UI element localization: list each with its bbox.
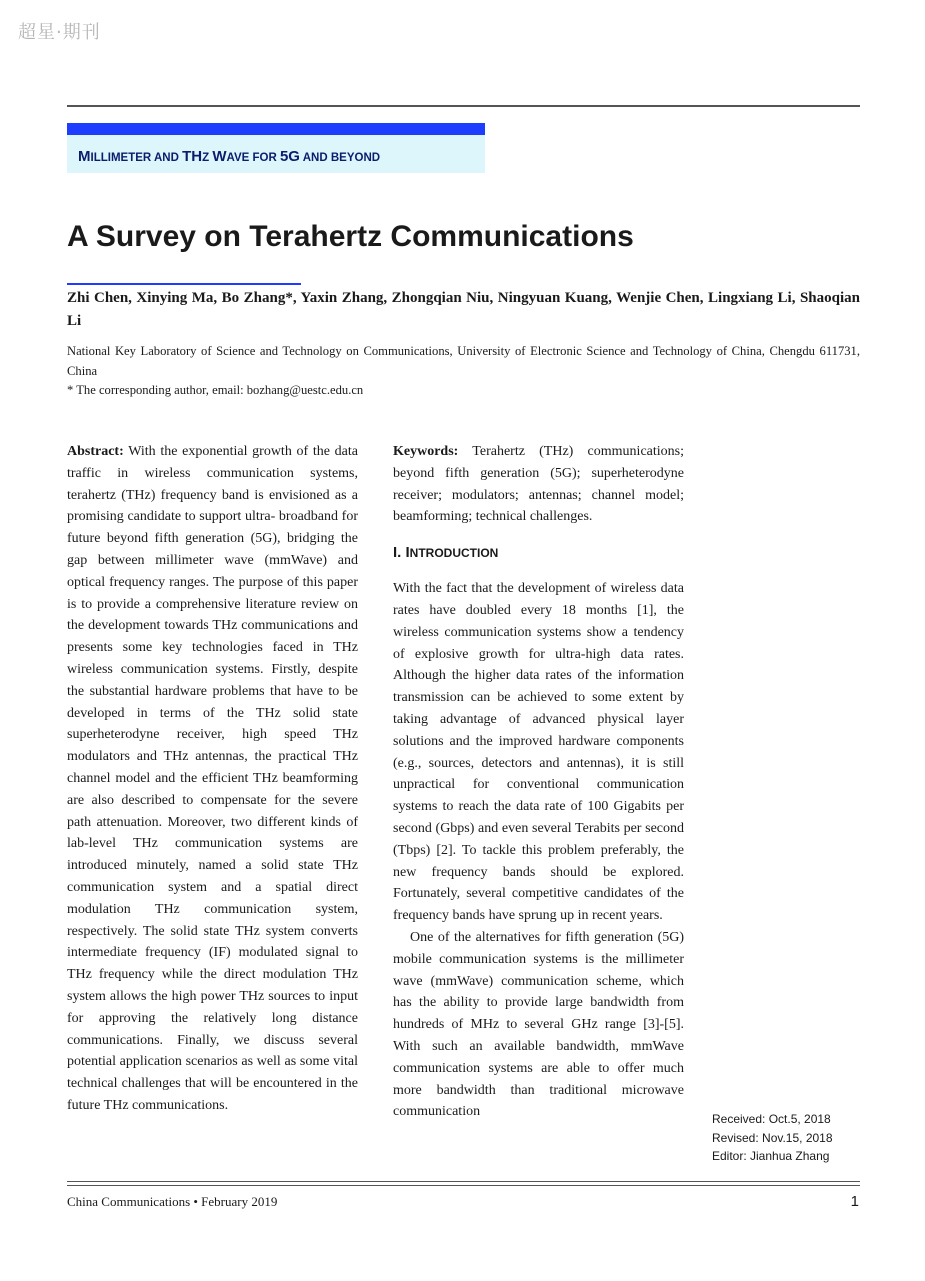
section-heading-introduction [393, 542, 684, 564]
section-label-part: Z [202, 152, 213, 164]
paper-title: A Survey on Terahertz Communications [67, 220, 634, 253]
heading-rest: NTRODUCTION [409, 546, 499, 561]
affiliation: National Key Laboratory of Science and Technology on Communications, University of Electronic Science and Technology of China, Chengdu 611731, China [67, 344, 860, 378]
page-number: 1 [850, 1193, 859, 1210]
section-band [67, 123, 485, 173]
received-date: Received: Oct.5, 2018 [712, 1112, 831, 1126]
intro-paragraph-2: One of the alternatives for fifth generation (5G) mobile communication systems is the millimeter wave (mmWave) communication scheme, which has the ability to provide large bandwidth from hundreds of MHz to several GHz range [3]-[5]. With such an available bandwidth, mmWave communication systems are able to offer much more bandwidth than traditional microwave communication [393, 929, 684, 1120]
section-label-part: 5G [279, 148, 300, 165]
top-rule [67, 105, 860, 107]
intro-paragraph-1: With the fact that the development of wireless data rates have doubled every 18 months [1], the wireless communication systems show a tendency of explosive growth for ultra-high data rates. Although the higher data rates of the information transmission can be achieved to some extent by taking advantage of advanced physical layer solutions and the improved hardware components (e.g., sources, detectors and antennas), it is still unpractical for conventional communication systems to reach the data rate of 100 Gigabits per second (Gbps) and even several Terabits per second (Tbps) [2]. To tackle this problem preferably, the new frequency bands should be explored. Fortunately, several competitive candidates of the frequency bands have sprung up in recent years. [393, 581, 684, 924]
section-label-part: AVE FOR [226, 152, 280, 164]
section-label-part: W [212, 148, 227, 165]
left-column [67, 441, 358, 1117]
section-label-part: H [191, 148, 203, 165]
section-label-part: M [78, 148, 91, 165]
abstract [67, 441, 358, 1117]
watermark-logo: 超星·期刊 [18, 22, 101, 43]
editor: Editor: Jianhua Zhang [712, 1149, 830, 1163]
author-list: Zhi Chen, Xinying Ma, Bo Zhang*, Yaxin Zhang, Zhongqian Niu, Ningyuan Kuang, Wenjie Chen, Lingxiang Li, Shaoqian Li [67, 290, 860, 329]
footer-rule [67, 1181, 860, 1186]
section-label-part: T [182, 148, 192, 165]
affiliation-block [67, 342, 860, 401]
section-label-part: ILLIMETER AND [90, 152, 183, 164]
abstract-text: With the exponential growth of the data traffic in wireless communication systems, terahertz (THz) frequency band is envisioned as a promising candidate to support ultra- broadband for future beyond fifth generation (5G), bridging the gap between millimeter wave (mmWave) and optical frequency ranges. The purpose of this paper is to provide a comprehensive literature review on the development towards THz communications and presents some key technologies faced in THz wireless communication systems. Firstly, despite the substantial hardware problems that have to be developed in terms of the THz solid state superheterodyne receiver, high speed THz modulators and THz antennas, the practical THz channel model and the efficient THz beamforming are also described to compensate for the severe path attenuation. Moreover, two different kinds of lab-level THz communication systems are introduced minutely, named a solid state THz communication system and a spatial direct modulation THz communication system, respectively. The solid state THz system converts intermediate frequency (IF) modulated signal to THz frequency while the direct modulation THz system allows the high power THz sources to input for approving the relatively long distance communications. Finally, we discuss several potential application scenarios as well as some vital technical challenges that will be encountered in the future THz communications. [67, 444, 358, 1113]
article-dates [712, 1110, 833, 1166]
corresponding-author: * The corresponding author, email: bozhang@uestc.edu.cn [67, 383, 364, 397]
right-column [393, 441, 684, 1123]
keywords-label: Keywords: [393, 444, 459, 459]
section-band-bar [67, 123, 485, 135]
journal-footer: China Communications • February 2019 [67, 1194, 278, 1209]
keywords-text: Terahertz (THz) communications; beyond fifth generation (5G); superheterodyne receiver; modulators; antennas; channel model; beamforming; technical challenges. [393, 444, 684, 525]
revised-date: Revised: Nov.15, 2018 [712, 1130, 833, 1145]
section-label-part: AND BEYOND [299, 152, 381, 164]
abstract-label: Abstract: [67, 444, 124, 459]
section-label [78, 148, 380, 165]
keywords [393, 441, 684, 528]
heading-number: I. I [393, 544, 410, 562]
title-underline [67, 283, 301, 285]
